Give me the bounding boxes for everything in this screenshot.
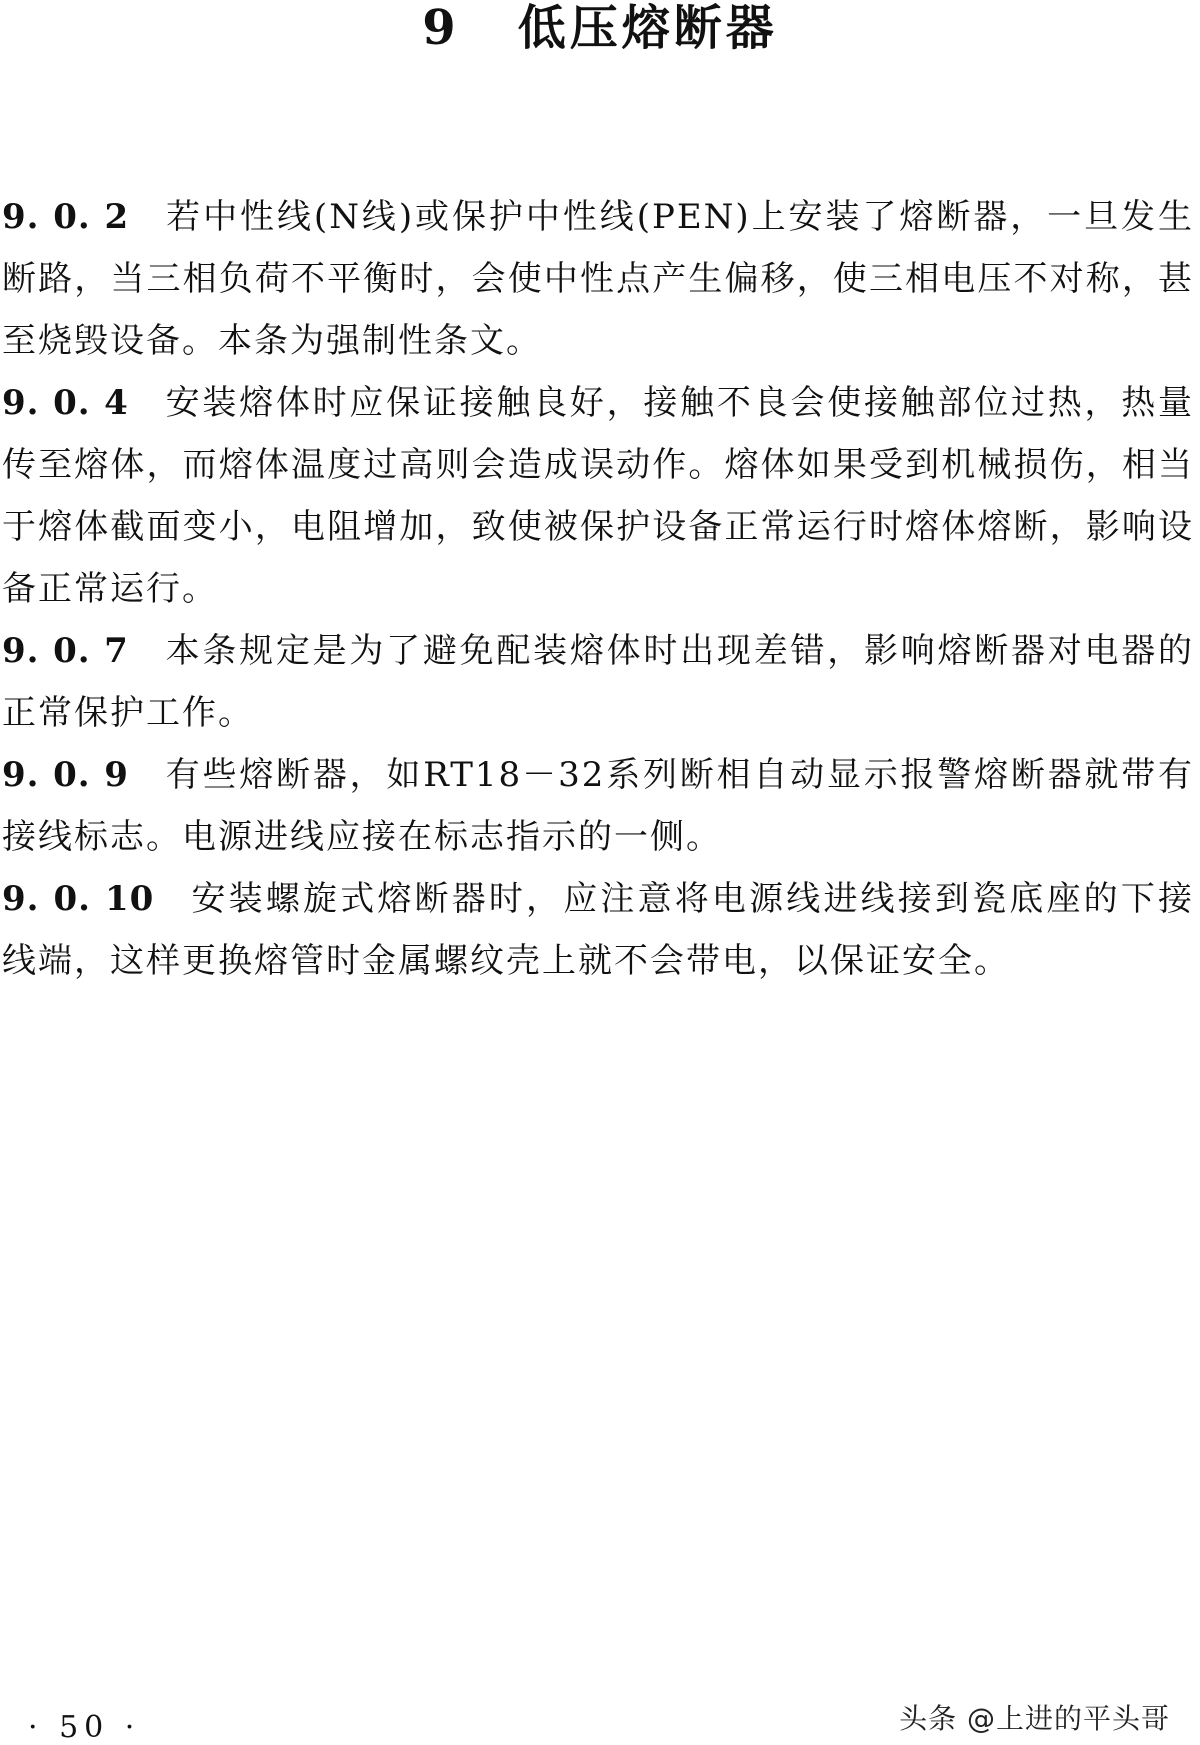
section-text: 安装熔体时应保证接触良好，接触不良会使接触部位过热，热量传至熔体，而熔体温度过高则会造成误动作。熔体如果受到机械损伤，相当于熔体截面变小，电阻增加，致使被保护设备正常运行时熔体熔断，影响设备正常运行。 [2,383,1195,609]
watermark: 头条 @上进的平头哥 [899,1702,1170,1735]
section-number: 9. 0. 10 [2,879,155,919]
section-number: 9. 0. 9 [2,755,129,795]
section-number: 9. 0. 7 [2,631,129,671]
section-text: 有些熔断器，如RT18－32系列断相自动显示报警熔断器就带有接线标志。电源进线应接在标志指示的一侧。 [2,755,1194,857]
section-9-0-10 [2,868,1194,992]
section-list [2,186,1194,992]
section-9-0-4 [2,372,1194,620]
section-9-0-7 [2,620,1194,744]
section-text: 本条规定是为了避免配装熔体时出现差错，影响熔断器对电器的正常保护工作。 [2,631,1195,733]
page-number: · 50 · [28,1710,141,1745]
section-9-0-9 [2,744,1194,868]
section-number: 9. 0. 4 [2,383,129,423]
chapter-number: 9 [422,0,460,56]
section-9-0-2 [2,186,1194,372]
chapter-title: 低压熔断器 [517,0,778,56]
section-number: 9. 0. 2 [2,197,130,237]
section-text: 若中性线(N线)或保护中性线(PEN)上安装了熔断器，一旦发生断路，当三相负荷不平衡时，会使中性点产生偏移，使三相电压不对称，甚至烧毁设备。本条为强制性条文。 [2,197,1194,361]
section-text: 安装螺旋式熔断器时，应注意将电源线进线接到瓷底座的下接线端，这样更换熔管时金属螺纹壳上就不会带电，以保证安全。 [2,879,1194,981]
page-title [0,0,1200,56]
